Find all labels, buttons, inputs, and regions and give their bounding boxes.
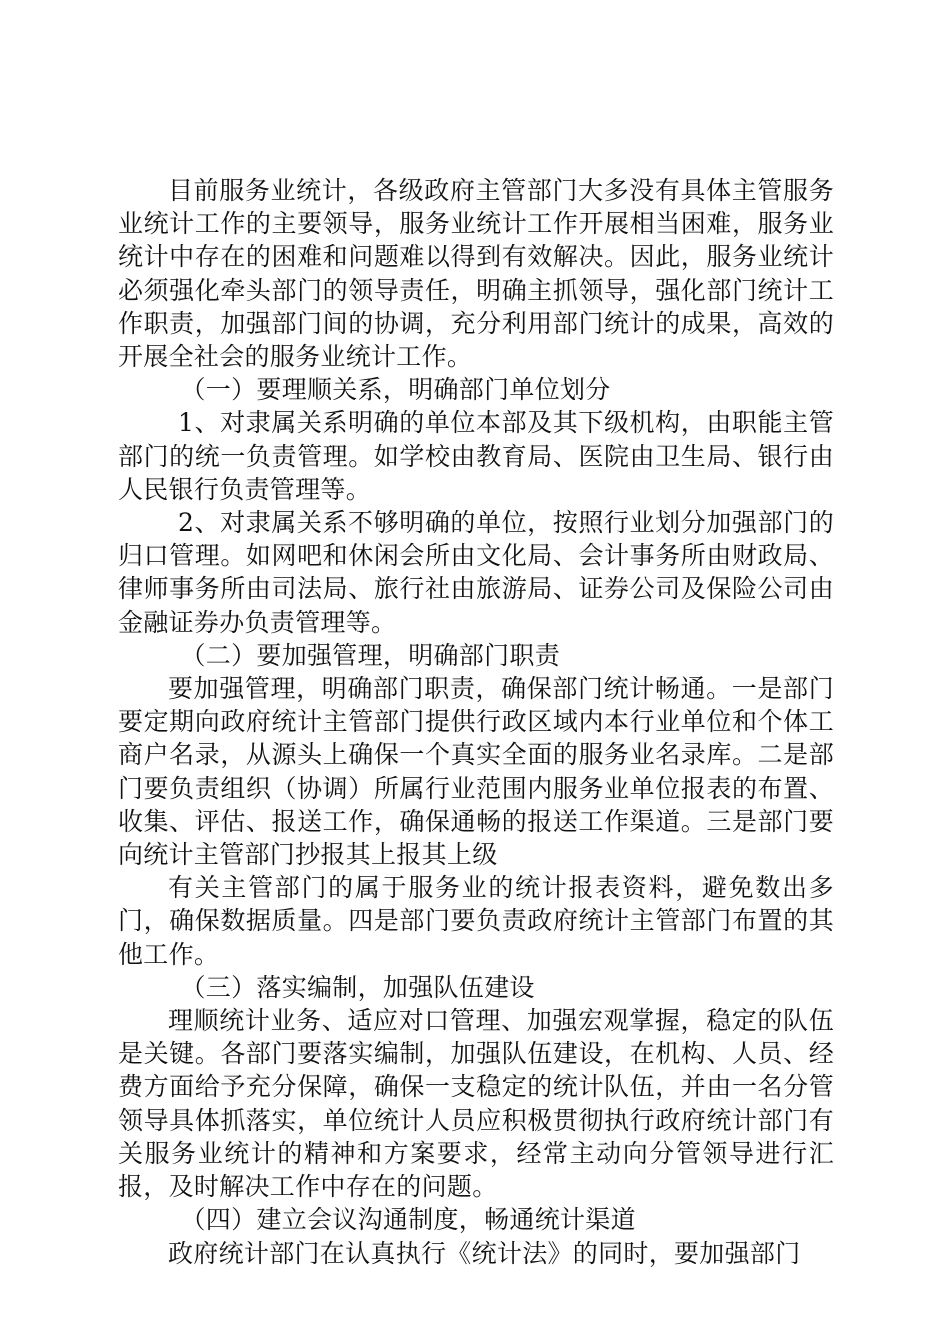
paragraph-management-cont: 有关主管部门的属于服务业的统计报表资料，避免数出多门，确保数据质量。四是部门要负责政府统计主管部门布置的其他工作。 <box>118 873 834 969</box>
paragraph-meeting: 政府统计部门在认真执行《统计法》的同时，要加强部门 <box>168 1238 801 1268</box>
paragraph-staffing: 理顺统计业务、适应对口管理、加强宏观掌握，稳定的队伍是关键。各部门要落实编制，加强队伍建设，在机构、人员、经费方面给予充分保障，确保一支稳定的统计队伍，并由一名分管领导具体抓落实，单位统计人员应积极贯彻执行政府统计部门有关服务业统计的精神和方案要求，经常主动向分管领导进行汇报，及时解决工作中存在的问题。 <box>118 1006 834 1202</box>
paragraph-item-1: 1、对隶属关系明确的单位本部及其下级机构，由职能主管部门的统一负责管理。如学校由教育局、医院由卫生局、银行由人民银行负责管理等。 <box>118 408 834 504</box>
paragraph-item-2: 2、对隶属关系不够明确的单位，按照行业划分加强部门的归口管理。如网吧和休闲会所由文化局、会计事务所由财政局、律师事务所由司法局、旅行社由旅游局、证券公司及保险公司由金融证券办负责管理等。 <box>118 508 834 637</box>
section-heading-1: （一）要理顺关系，明确部门单位划分 <box>180 375 611 405</box>
paragraph-management: 要加强管理，明确部门职责，确保部门统计畅通。一是部门要定期向政府统计主管部门提供行政区域内本行业单位和个体工商户名录，从源头上确保一个真实全面的服务业名录库。二是部门要负责组织（协调）所属行业范围内服务业单位报表的布置、收集、评估、报送工作，确保通畅的报送工作渠道。三是部门要向统计主管部门抄报其上报其上级 <box>118 674 834 870</box>
section-heading-3: （三）落实编制，加强队伍建设 <box>180 972 535 1002</box>
paragraph-intro: 目前服务业统计，各级政府主管部门大多没有具体主管服务业统计工作的主要领导，服务业统计工作开展相当困难，服务业统计中存在的困难和问题难以得到有效解决。因此，服务业统计必须强化牵头部门的领导责任，明确主抓领导，强化部门统计工作职责，加强部门间的协调，充分利用部门统计的成果，高效的开展全社会的服务业统计工作。 <box>118 176 834 372</box>
document-body <box>118 174 834 1270</box>
section-heading-4: （四）建立会议沟通制度，畅通统计渠道 <box>180 1205 636 1235</box>
section-heading-2: （二）要加强管理，明确部门职责 <box>180 640 561 670</box>
